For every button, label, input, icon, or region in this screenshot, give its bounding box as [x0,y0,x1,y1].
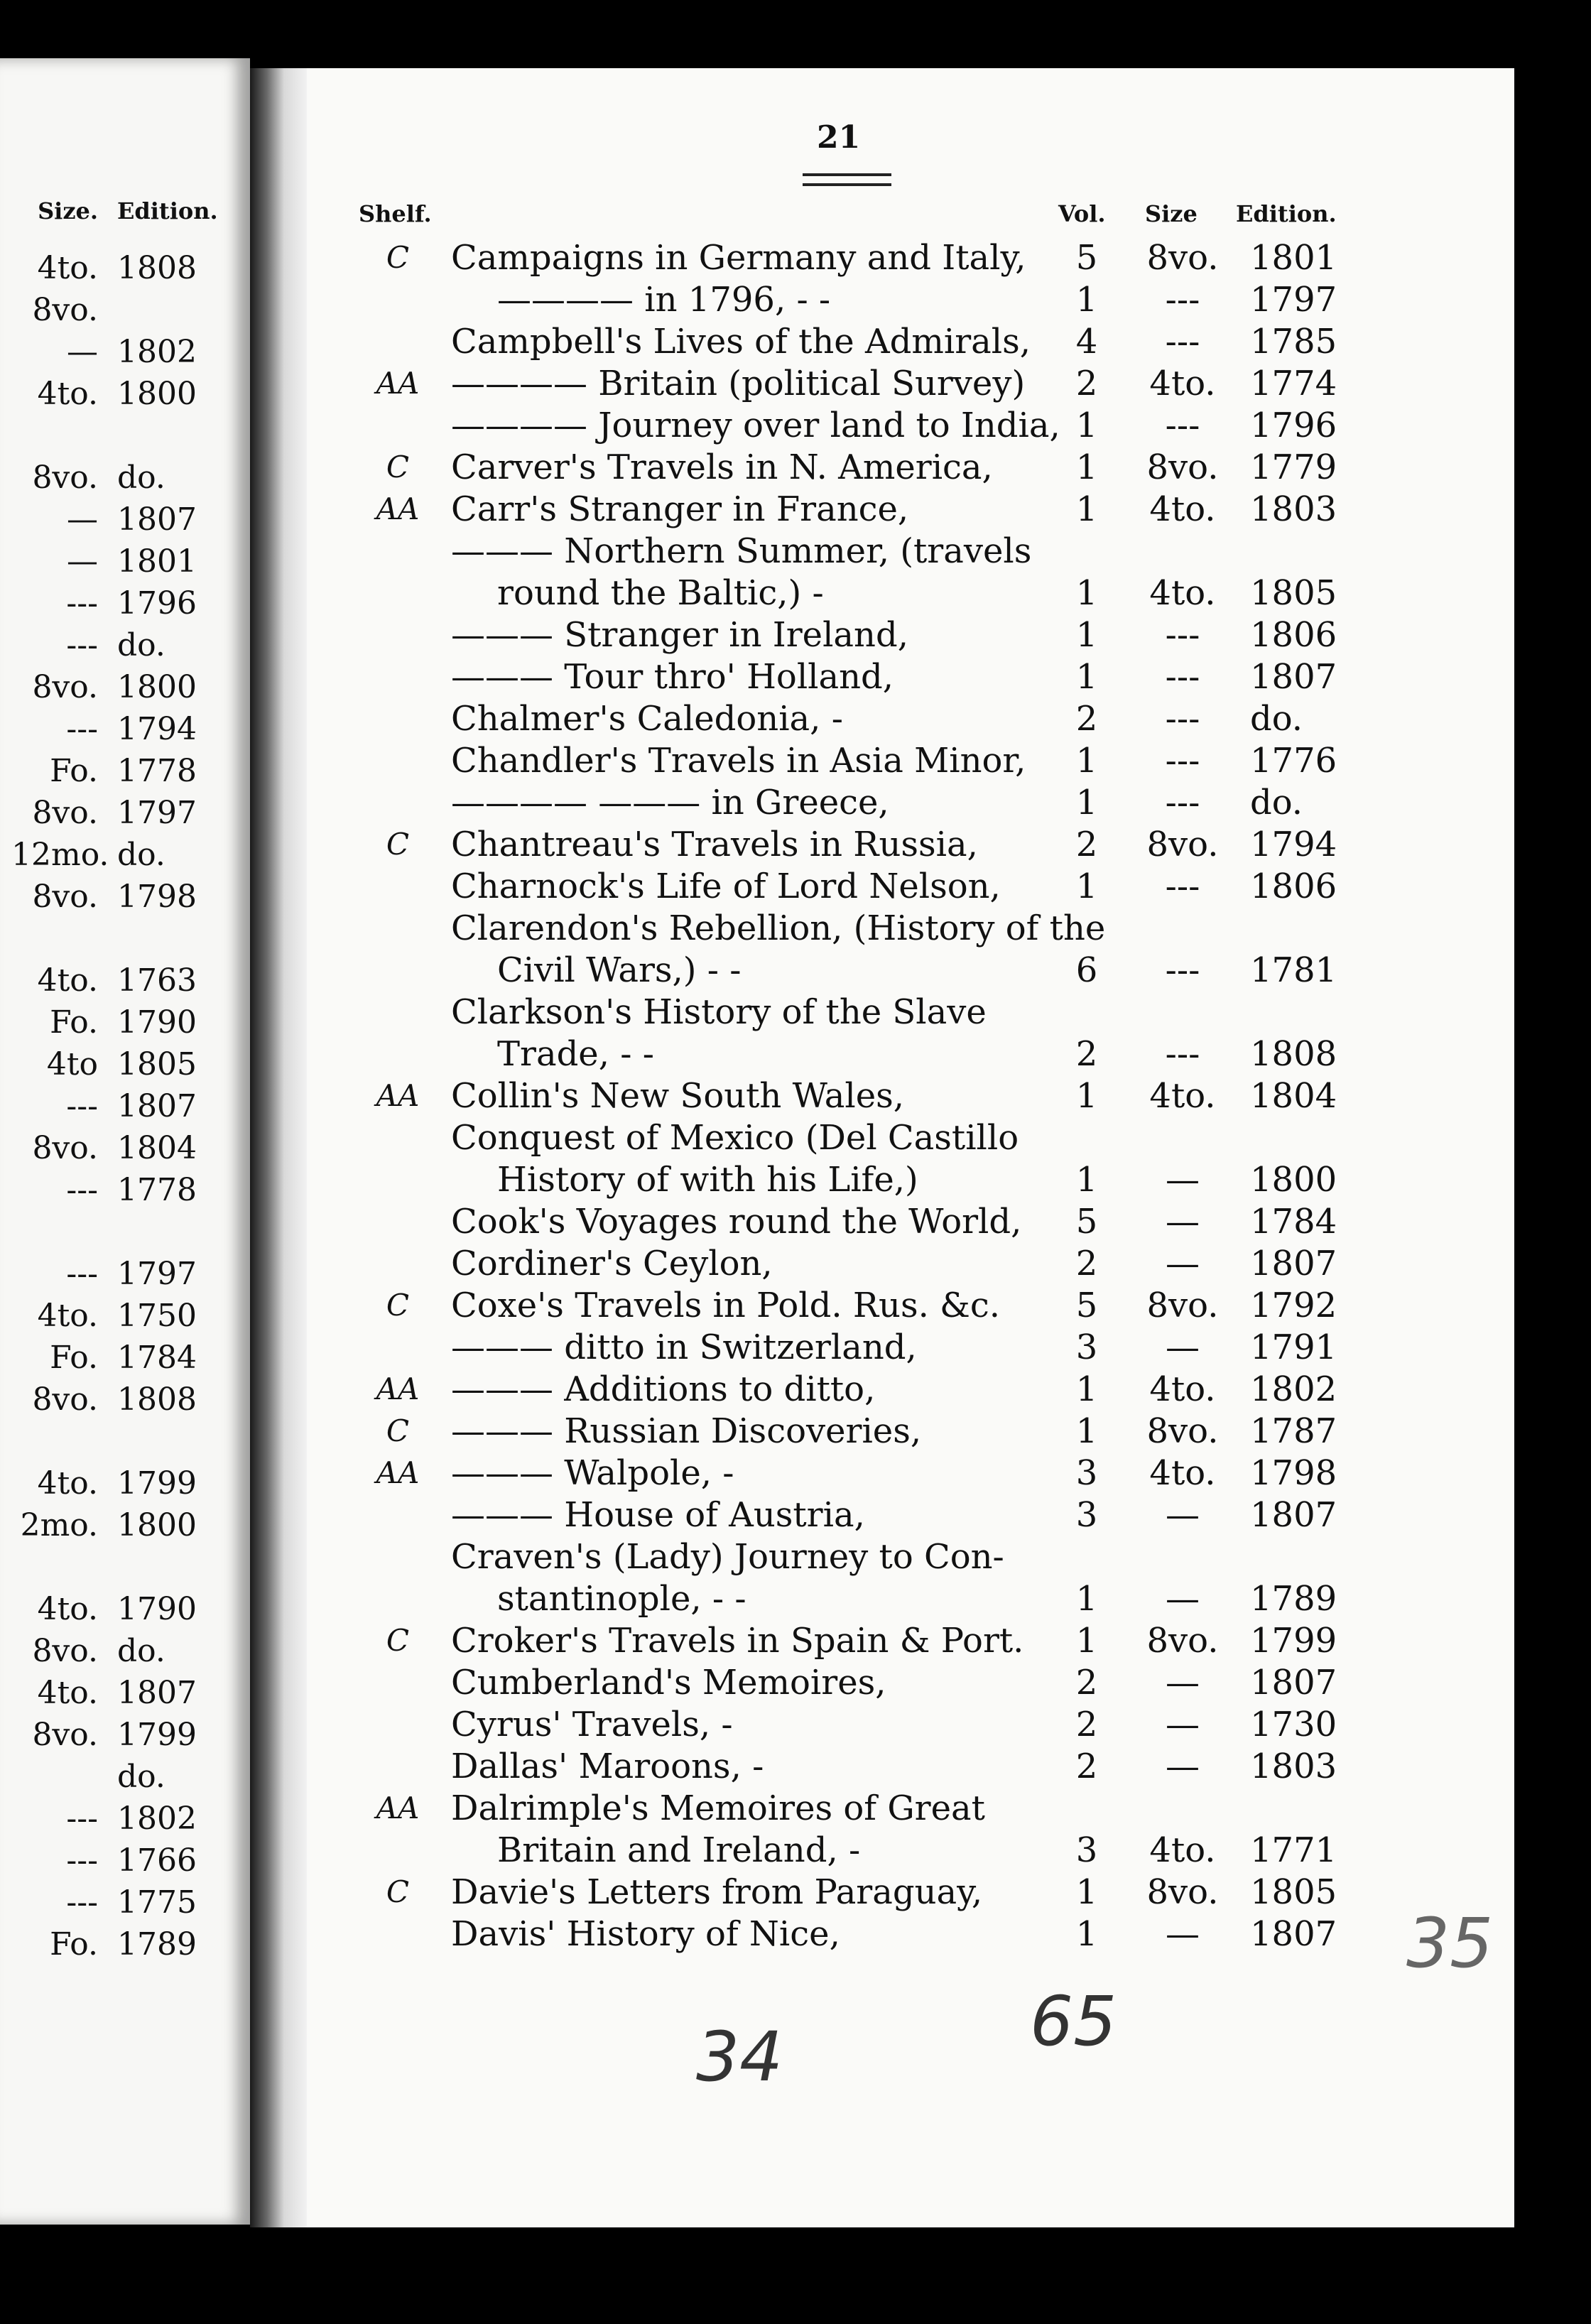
volume-count: 1 [1075,1872,1098,1912]
left-size-cell: 4to. [37,962,98,999]
catalogue-row [0,363,1591,404]
volume-count: 1 [1075,741,1098,781]
book-title: ——— House of Austria, [451,1495,865,1535]
edition-year: 1804 [1250,1076,1337,1116]
left-size-cell: 8vo. [32,292,98,328]
volume-count: 4 [1075,322,1098,362]
catalogue-row [0,489,1591,530]
format-size: --- [1165,657,1200,697]
edition-year: 1789 [1250,1579,1337,1619]
book-title: Chalmer's Caledonia, - [451,699,843,739]
left-edition-cell: 1807 [117,1088,197,1124]
left-size-cell: 12mo. [11,837,109,873]
left-edition-cell: 1796 [117,585,197,621]
left-size-cell: --- [66,585,98,621]
edition-year: 1798 [1250,1453,1337,1493]
catalogue-row [0,1494,1591,1536]
book-title: Cyrus' Travels, - [451,1705,733,1744]
volume-count: 2 [1075,1034,1098,1074]
catalogue-row [0,1662,1591,1703]
left-size-cell: Fo. [50,1340,98,1376]
volume-count: 1 [1075,573,1098,613]
format-size: --- [1165,406,1200,445]
book-title: Trade, - - [497,1034,654,1074]
format-size: 4to. [1149,1830,1216,1870]
catalogue-row [0,908,1591,949]
edition-year: 1730 [1250,1705,1337,1744]
handwritten-right: 35 [1406,1904,1494,1983]
volume-count: 3 [1075,1327,1098,1367]
format-size: 8vo. [1146,1621,1219,1661]
volume-count: 1 [1075,1160,1098,1200]
catalogue-row [0,782,1591,823]
left-size-cell: — [67,543,98,580]
edition-year: 1807 [1250,1495,1337,1535]
catalogue-row [0,950,1591,991]
left-size-cell: Fo. [50,1926,98,1962]
volume-count: 1 [1075,657,1098,697]
catalogue-row [0,698,1591,739]
volume-count: 1 [1075,489,1098,529]
format-size: — [1166,1244,1200,1283]
book-title: ———— Journey over land to India, [451,406,1060,445]
edition-year: do. [1250,699,1303,739]
catalogue-row [0,614,1591,656]
book-title: stantinople, - - [497,1579,746,1619]
left-edition-cell: do. [117,1759,165,1795]
size-header: Size [1145,200,1198,227]
page-number: 21 [817,119,861,156]
edition-year: 1805 [1250,573,1337,613]
book-title: Clarkson's History of the Slave [451,992,987,1032]
catalogue-row [0,1117,1591,1158]
edition-year: 1802 [1250,1369,1337,1409]
left-edition-cell: 1807 [117,1675,197,1711]
handwritten-left: 34 [696,2017,783,2097]
left-size-cell: 4to. [37,1591,98,1627]
book-title: Cordiner's Ceylon, [451,1244,773,1283]
format-size: --- [1165,1034,1200,1074]
edition-year: 1785 [1250,322,1337,362]
shelf-mark: AA [376,1078,420,1113]
left-size-cell: — [67,501,98,538]
book-title: round the Baltic,) - [497,573,824,613]
left-edition-cell: do. [117,460,165,496]
left-size-cell: --- [66,1884,98,1921]
edition-year: 1807 [1250,657,1337,697]
edition-year: 1784 [1250,1202,1337,1242]
catalogue-row [0,279,1591,320]
format-size: --- [1165,699,1200,739]
edition-year: 1808 [1250,1034,1337,1074]
left-size-cell: 2mo. [20,1507,98,1543]
format-size: --- [1165,280,1200,320]
edition-year: 1771 [1250,1830,1337,1870]
left-edition-cell: 1775 [117,1884,197,1921]
book-title: Dalrimple's Memoires of Great [451,1788,985,1828]
left-edition-cell: 1808 [117,250,197,286]
catalogue-row [0,1452,1591,1494]
left-edition-cell: 1807 [117,501,197,538]
left-edition-cell: do. [117,837,165,873]
format-size: — [1166,1160,1200,1200]
format-size: 4to. [1149,489,1216,529]
format-size: 8vo. [1146,238,1219,278]
catalogue-row [0,405,1591,446]
format-size: 8vo. [1146,447,1219,487]
left-edition-cell: 1800 [117,669,197,705]
format-size: 8vo. [1146,825,1219,864]
format-size: --- [1165,867,1200,906]
left-size-cell: 4to. [37,1298,98,1334]
shelf-mark: AA [376,1791,420,1825]
left-edition-header: Edition. [117,197,218,224]
shelf-mark: AA [376,366,420,401]
format-size: — [1166,1747,1200,1786]
edition-year: 1806 [1250,867,1337,906]
edition-year: 1792 [1250,1286,1337,1325]
volume-count: 2 [1075,364,1098,403]
book-title: ——— Stranger in Ireland, [451,615,908,655]
book-title: ——— Tour thro' Holland, [451,657,894,697]
left-edition-cell: 1799 [117,1465,197,1502]
left-size-cell: 8vo. [32,1633,98,1669]
left-size-cell: 8vo. [32,879,98,915]
edition-year: 1787 [1250,1411,1337,1451]
catalogue-row [0,1872,1591,1913]
volume-count: 1 [1075,1369,1098,1409]
book-title: ——— Russian Discoveries, [451,1411,922,1451]
left-size-cell: Fo. [50,1004,98,1041]
format-size: --- [1165,950,1200,990]
edition-year: 1807 [1250,1663,1337,1703]
catalogue-row [0,1411,1591,1452]
catalogue-row [0,1243,1591,1284]
left-edition-cell: 1800 [117,376,197,412]
book-title: Campaigns in Germany and Italy, [451,238,1026,278]
catalogue-row [0,866,1591,907]
catalogue-row [0,1913,1591,1955]
volume-count: 3 [1075,1453,1098,1493]
edition-year: 1797 [1250,280,1337,320]
catalogue-row [0,1033,1591,1075]
left-edition-cell: do. [117,1633,165,1669]
format-size: — [1166,1202,1200,1242]
left-size-cell: 4to. [37,1465,98,1502]
volume-count: 1 [1075,1579,1098,1619]
book-title: History of with his Life,) [497,1160,918,1200]
left-edition-cell: 1789 [117,1926,197,1962]
format-size: 4to. [1149,1453,1216,1493]
book-title: Cook's Voyages round the World, [451,1202,1022,1242]
catalogue-row [0,1327,1591,1368]
volume-count: 1 [1075,1411,1098,1451]
left-edition-cell: 1790 [117,1004,197,1041]
shelf-mark: C [386,1413,410,1448]
volume-count: 5 [1075,238,1098,278]
volume-count: 2 [1075,1244,1098,1283]
format-size: 8vo. [1146,1286,1219,1325]
volume-count: 1 [1075,406,1098,445]
volume-count: 1 [1075,447,1098,487]
edition-year: 1796 [1250,406,1337,445]
shelf-mark: C [386,1288,410,1323]
left-edition-cell: 1804 [117,1130,197,1166]
book-title: Charnock's Life of Lord Nelson, [451,867,1001,906]
shelf-mark: C [386,1623,410,1658]
left-edition-cell: 1802 [117,1801,197,1837]
book-title: Dallas' Maroons, - [451,1747,764,1786]
left-size-cell: 8vo. [32,1381,98,1418]
volume-count: 3 [1075,1830,1098,1870]
catalogue-row [0,740,1591,781]
volume-count: 2 [1075,1747,1098,1786]
left-size-cell: 8vo. [32,669,98,705]
book-title: Clarendon's Rebellion, (History of the [451,908,1106,948]
left-edition-cell: 1797 [117,1256,197,1292]
volume-count: 1 [1075,280,1098,320]
catalogue-row [0,992,1591,1033]
book-title: ——— Northern Summer, (travels [451,531,1032,571]
left-edition-cell: 1808 [117,1381,197,1418]
format-size: 4to. [1149,573,1216,613]
edition-year: 1774 [1250,364,1337,403]
catalogue-row [0,572,1591,614]
catalogue-row [0,237,1591,278]
volume-count: 1 [1075,867,1098,906]
left-edition-cell: 1801 [117,543,197,580]
left-edition-cell: 1798 [117,879,197,915]
edition-header: Edition. [1236,200,1337,227]
book-title: Conquest of Mexico (Del Castillo [451,1118,1019,1158]
book-title: Cumberland's Memoires, [451,1663,886,1703]
format-size: --- [1165,322,1200,362]
catalogue-row [0,1704,1591,1745]
format-size: 8vo. [1146,1872,1219,1912]
edition-year: 1803 [1250,1747,1337,1786]
volume-count: 1 [1075,1076,1098,1116]
edition-year: 1799 [1250,1621,1337,1661]
left-size-cell: --- [66,627,98,663]
shelf-header: Shelf. [359,200,432,227]
format-size: — [1166,1327,1200,1367]
catalogue-row [0,1201,1591,1242]
volume-count: 2 [1075,1663,1098,1703]
book-title: Collin's New South Wales, [451,1076,905,1116]
volume-count: 1 [1075,615,1098,655]
catalogue-row [0,1578,1591,1619]
left-edition-cell: 1797 [117,795,197,831]
shelf-mark: AA [376,1372,420,1406]
volume-count: 1 [1075,783,1098,822]
edition-year: 1801 [1250,238,1337,278]
vol-header: Vol. [1058,200,1106,227]
left-size-cell: Fo. [50,753,98,789]
edition-year: 1800 [1250,1160,1337,1200]
left-edition-cell: 1778 [117,1172,197,1208]
edition-year: 1806 [1250,615,1337,655]
edition-year: 1807 [1250,1914,1337,1954]
page-number-rule [803,173,891,186]
volume-count: 5 [1075,1202,1098,1242]
handwritten-center: 65 [1030,1982,1117,2061]
catalogue-row [0,824,1591,865]
catalogue-row [0,531,1591,572]
format-size: — [1166,1914,1200,1954]
format-size: — [1166,1495,1200,1535]
book-title: ———— in 1796, - - [497,280,831,320]
left-edition-cell: 1802 [117,334,197,370]
left-size-cell: — [67,334,98,370]
shelf-mark: C [386,1874,410,1909]
edition-year: 1776 [1250,741,1337,781]
edition-year: 1794 [1250,825,1337,864]
left-size-header: Size. [38,197,98,224]
shelf-mark: AA [376,492,420,526]
catalogue-row [0,1788,1591,1829]
book-title: Croker's Travels in Spain & Port. [451,1621,1024,1661]
catalogue-row [0,447,1591,488]
book-title: Britain and Ireland, - [497,1830,861,1870]
left-edition-cell: 1766 [117,1842,197,1879]
format-size: — [1166,1663,1200,1703]
edition-year: 1807 [1250,1244,1337,1283]
book-title: Carr's Stranger in France, [451,489,909,529]
left-edition-cell: 1784 [117,1340,197,1376]
left-size-cell: --- [66,1801,98,1837]
book-title: Coxe's Travels in Pold. Rus. &c. [451,1286,1000,1325]
shelf-mark: C [386,450,410,484]
book-title: ——— Walpole, - [451,1453,734,1493]
left-edition-cell: 1750 [117,1298,197,1334]
left-edition-cell: 1794 [117,711,197,747]
format-size: --- [1165,615,1200,655]
volume-count: 1 [1075,1914,1098,1954]
catalogue-row [0,1746,1591,1787]
book-title: ——— Additions to ditto, [451,1369,876,1409]
volume-count: 3 [1075,1495,1098,1535]
format-size: 4to. [1149,364,1216,403]
left-size-cell: --- [66,1256,98,1292]
format-size: --- [1165,741,1200,781]
left-size-cell: --- [66,1842,98,1879]
format-size: 4to. [1149,1076,1216,1116]
volume-count: 1 [1075,1621,1098,1661]
book-title: Carver's Travels in N. America, [451,447,993,487]
left-size-cell: 4to. [37,1675,98,1711]
left-size-cell: 8vo. [32,460,98,496]
book-title: Campbell's Lives of the Admirals, [451,322,1031,362]
catalogue-row [0,1830,1591,1871]
book-title: Davis' History of Nice, [451,1914,840,1954]
volume-count: 5 [1075,1286,1098,1325]
left-edition-cell: 1763 [117,962,197,999]
left-edition-cell: 1778 [117,753,197,789]
shelf-mark: AA [376,1455,420,1490]
right-header [0,200,1591,241]
format-size: 4to. [1149,1369,1216,1409]
book-title: ———— ——— in Greece, [451,783,889,822]
edition-year: 1803 [1250,489,1337,529]
format-size: — [1166,1579,1200,1619]
book-title: Chandler's Travels in Asia Minor, [451,741,1026,781]
book-title: Chantreau's Travels in Russia, [451,825,978,864]
left-size-cell: 4to. [37,376,98,412]
left-edition-cell: 1800 [117,1507,197,1543]
left-size-cell: 4to [46,1046,98,1082]
shelf-mark: C [386,240,410,275]
catalogue-row [0,1159,1591,1200]
edition-year: 1779 [1250,447,1337,487]
catalogue-row [0,1285,1591,1326]
edition-year: 1805 [1250,1872,1337,1912]
book-title: Davie's Letters from Paraguay, [451,1872,983,1912]
format-size: — [1166,1705,1200,1744]
volume-count: 2 [1075,1705,1098,1744]
shelf-mark: C [386,827,410,862]
left-size-cell: 4to. [37,250,98,286]
catalogue-row [0,321,1591,362]
left-size-cell: --- [66,1088,98,1124]
volume-count: 2 [1075,825,1098,864]
catalogue-row [0,1620,1591,1661]
edition-year: 1791 [1250,1327,1337,1367]
volume-count: 6 [1075,950,1098,990]
left-size-cell: --- [66,711,98,747]
format-size: 8vo. [1146,1411,1219,1451]
book-title: ——— ditto in Switzerland, [451,1327,917,1367]
left-size-cell: --- [66,1172,98,1208]
book-title: Craven's (Lady) Journey to Con- [451,1537,1004,1577]
left-size-cell: 8vo. [32,1130,98,1166]
left-size-cell: 8vo. [32,795,98,831]
catalogue-row [0,1536,1591,1578]
edition-year: 1781 [1250,950,1337,990]
format-size: --- [1165,783,1200,822]
catalogue-row [0,1369,1591,1410]
left-edition-cell: 1790 [117,1591,197,1627]
edition-year: do. [1250,783,1303,822]
volume-count: 2 [1075,699,1098,739]
book-title: Civil Wars,) - - [497,950,742,990]
left-size-cell: 8vo. [32,1717,98,1753]
book-title: ———— Britain (political Survey) [451,364,1026,403]
catalogue-row [0,656,1591,697]
left-edition-cell: 1805 [117,1046,197,1082]
left-edition-cell: do. [117,627,165,663]
left-edition-cell: 1799 [117,1717,197,1753]
catalogue-row [0,1075,1591,1117]
